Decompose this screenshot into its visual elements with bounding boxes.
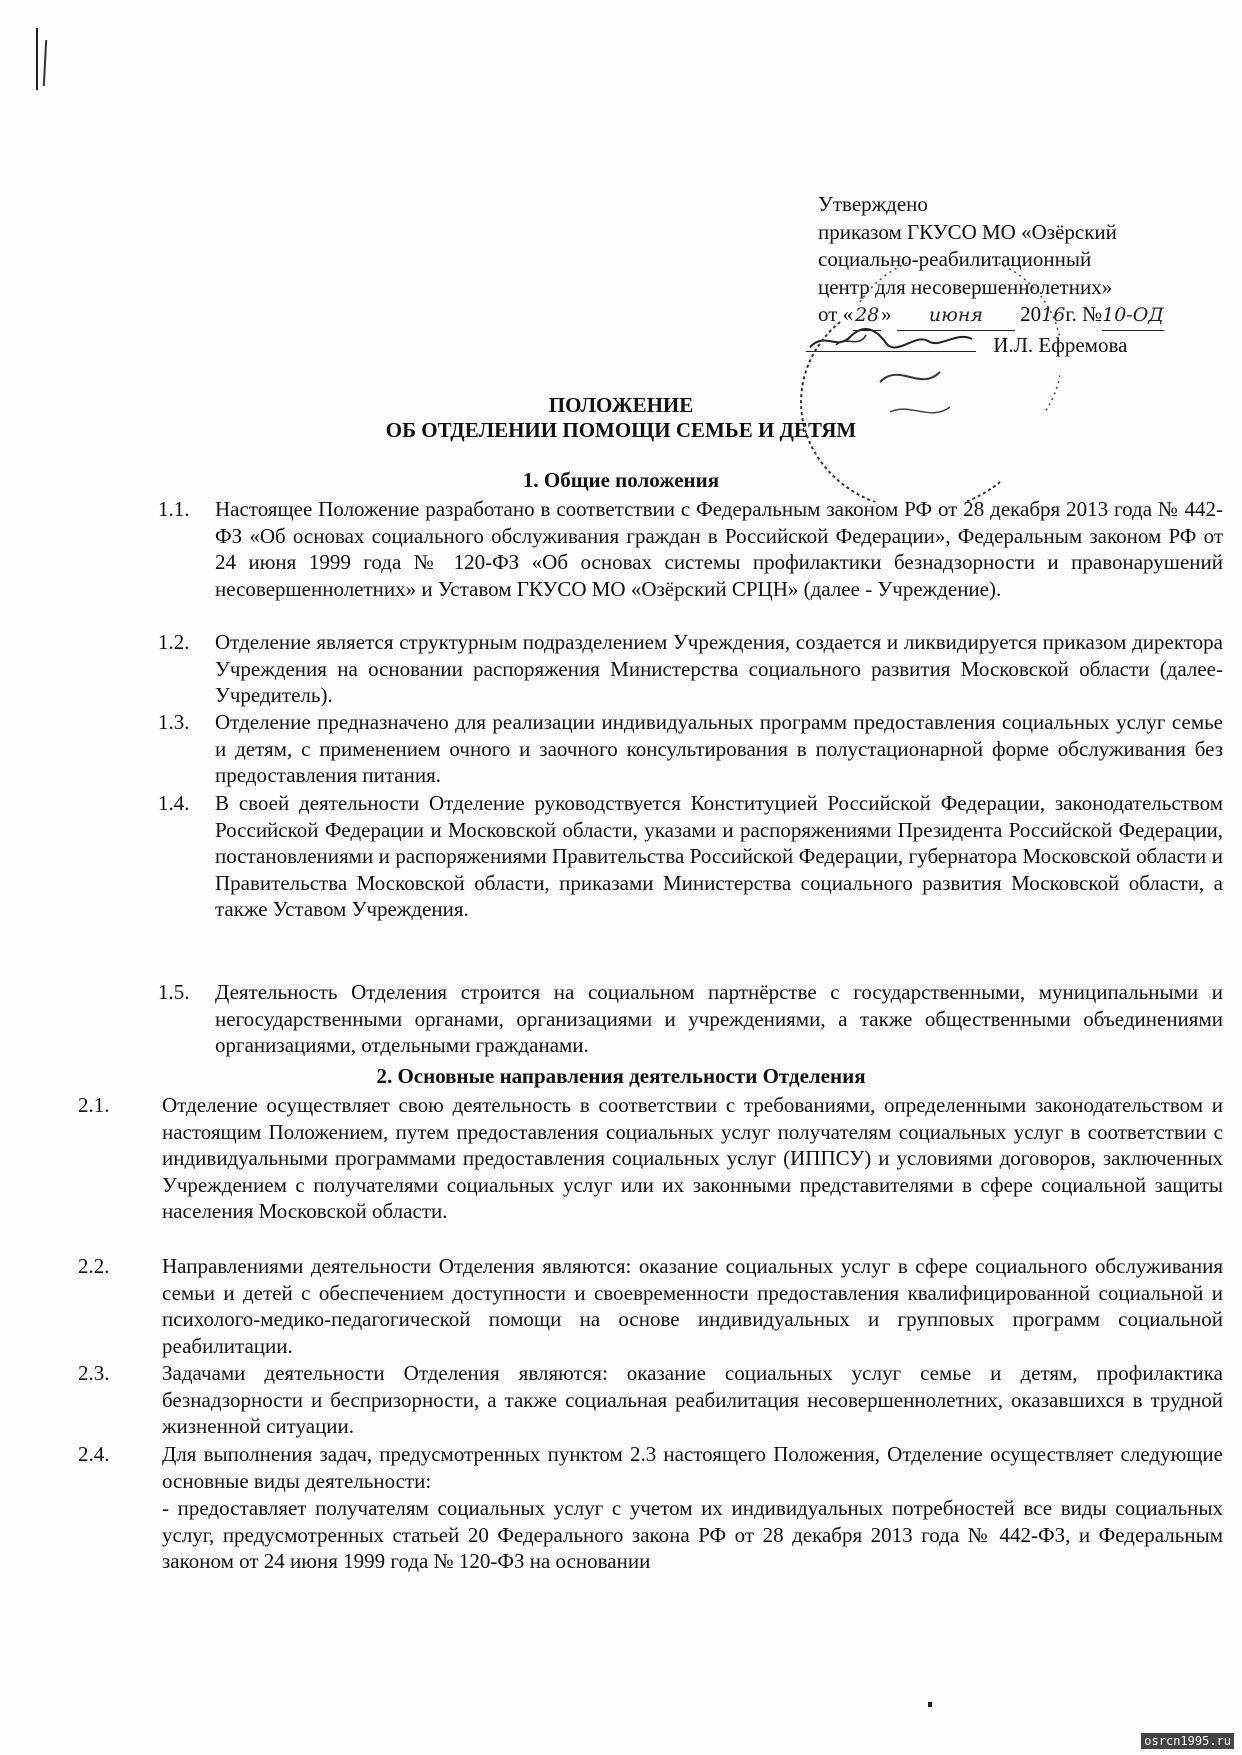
section-heading-2: 2. Основные направления деятельности Отделения xyxy=(376,1064,866,1088)
approval-line: центр для несовершеннолетних» xyxy=(818,274,1113,299)
clause-text: Задачами деятельности Отделения являются: оказание социальных услуг семье и детям, профилактика безнадзорности и беспризорности, а также социальная реабилитация несовершеннолетних, оказавшихся в трудной жизненной ситуации. xyxy=(162,1361,1223,1438)
handwritten-year: 16 xyxy=(1041,304,1066,326)
site-watermark: osrcn1995.ru xyxy=(1141,1733,1234,1749)
scan-speck xyxy=(928,1702,932,1707)
approval-line: Утверждено xyxy=(818,192,928,216)
clause-number: 2.1. xyxy=(78,1093,110,1117)
document-title: ПОЛОЖЕНИЕ xyxy=(548,393,694,417)
clause-number: 2.4. xyxy=(78,1442,110,1466)
handwritten-number: 10-ОД xyxy=(1102,302,1164,331)
clause-text: Отделение является структурным подразделением Учреждения, создается и ликвидируется приказом директора Учреждения на основании распоряжения Министерства социального развития Московской области (далее-Учредитель). xyxy=(215,630,1223,707)
clause-number: 1.5. xyxy=(158,980,190,1004)
clause-text: Отделение предназначено для реализации индивидуальных программ предоставления социальных услуг семье и детям, с применением очного и заочного консультирования в полустационарной форме обслуживания без предоставления питания. xyxy=(215,710,1223,787)
approval-line: приказом ГКУСО МО «Озёрский xyxy=(818,219,1117,244)
clause-number: 1.1. xyxy=(158,497,190,521)
margin-mark xyxy=(36,28,38,90)
clause-text: Деятельность Отделения строится на социальном партнёрстве с государственными, муниципальными и негосударственными органами, организациями и учреждениями, а также общественными объединениями организациями, отдельными гражданами. xyxy=(215,980,1223,1057)
handwritten-day: 28 xyxy=(853,302,881,331)
clause-number: 1.2. xyxy=(158,630,190,654)
clause-text: Отделение осуществляет свою деятельность в соответствии с требованиями, определенными законодательством и настоящим Положением, путем предоставления социальных услуг получателям социальных услуг в соответствии с индивидуальными программами предоставления социальных услуг (ИППСУ) и условиями договоров, заключенных Учреждением с получателями социальных услуг или их законными представителями в сфере социальной защиты населения Московской области. xyxy=(162,1093,1223,1223)
clause-number: 2.3. xyxy=(78,1361,110,1385)
clause-text: Направлениями деятельности Отделения являются: оказание социальных услуг в сфере социального обслуживания семьи и детей с обеспечением доступности и своевременности предоставления квалифицированной социальной и психолого-медико-педагогической помощи на основе индивидуальных и групповых программ социальной реабилитации. xyxy=(162,1254,1223,1358)
clause-number: 2.2. xyxy=(78,1254,110,1278)
handwritten-month: июня xyxy=(897,302,1015,331)
clause-number: 1.3. xyxy=(158,710,190,734)
signatory-name: И.Л. Ефремова xyxy=(993,332,1128,357)
clause-text: Настоящее Положение разработано в соответствии с Федеральным законом РФ от 28 декабря 2013 года № 442-ФЗ «Об основах социального обслуживания граждан в Российской Федерации», Федеральным законом РФ от 24 июня 1999 года № 120-ФЗ «Об основах системы профилактики безнадзорности и правонарушений несовершеннолетних» и Уставом ГКУСО МО «Озёрский СРЦН» (далее - Учреждение). xyxy=(215,497,1223,601)
clause-number: 1.4. xyxy=(158,791,190,815)
margin-mark xyxy=(43,40,47,86)
round-stamp xyxy=(800,262,1060,502)
clause-continuation: - предоставляет получателям социальных услуг с учетом их индивидуальных потребностей все виды социальных услуг, предусмотренных статьей 20 Федерального закона РФ от 28 декабря 2013 года № 442-ФЗ, и Федеральным законом от 24 июня 1999 года № 120-ФЗ на основании xyxy=(162,1496,1223,1573)
approval-date: от « 28» июня 2016г. №10-ОД xyxy=(818,301,1228,331)
document-subtitle: ОБ ОТДЕЛЕНИИ ПОМОЩИ СЕМЬЕ И ДЕТЯМ xyxy=(385,418,857,442)
clause-text: Для выполнения задач, предусмотренных пунктом 2.3 настоящего Положения, Отделение осуществляет следующие основные виды деятельности: xyxy=(162,1442,1223,1493)
clause-text: В своей деятельности Отделение руководствуется Конституцией Российской Федерации, законодательством Российской Федерации и Московской области, указами и распоряжениями Президента Российской Федерации, постановлениями и распоряжениями Правительства Российской Федерации, губернатора Московской области и Правительства Московской области, приказами Министерства социального развития Московской области, а также Уставом Учреждения. xyxy=(215,791,1223,921)
section-heading-1: 1. Общие положения xyxy=(522,468,720,492)
approval-line: социально-реабилитационный xyxy=(818,247,1092,271)
